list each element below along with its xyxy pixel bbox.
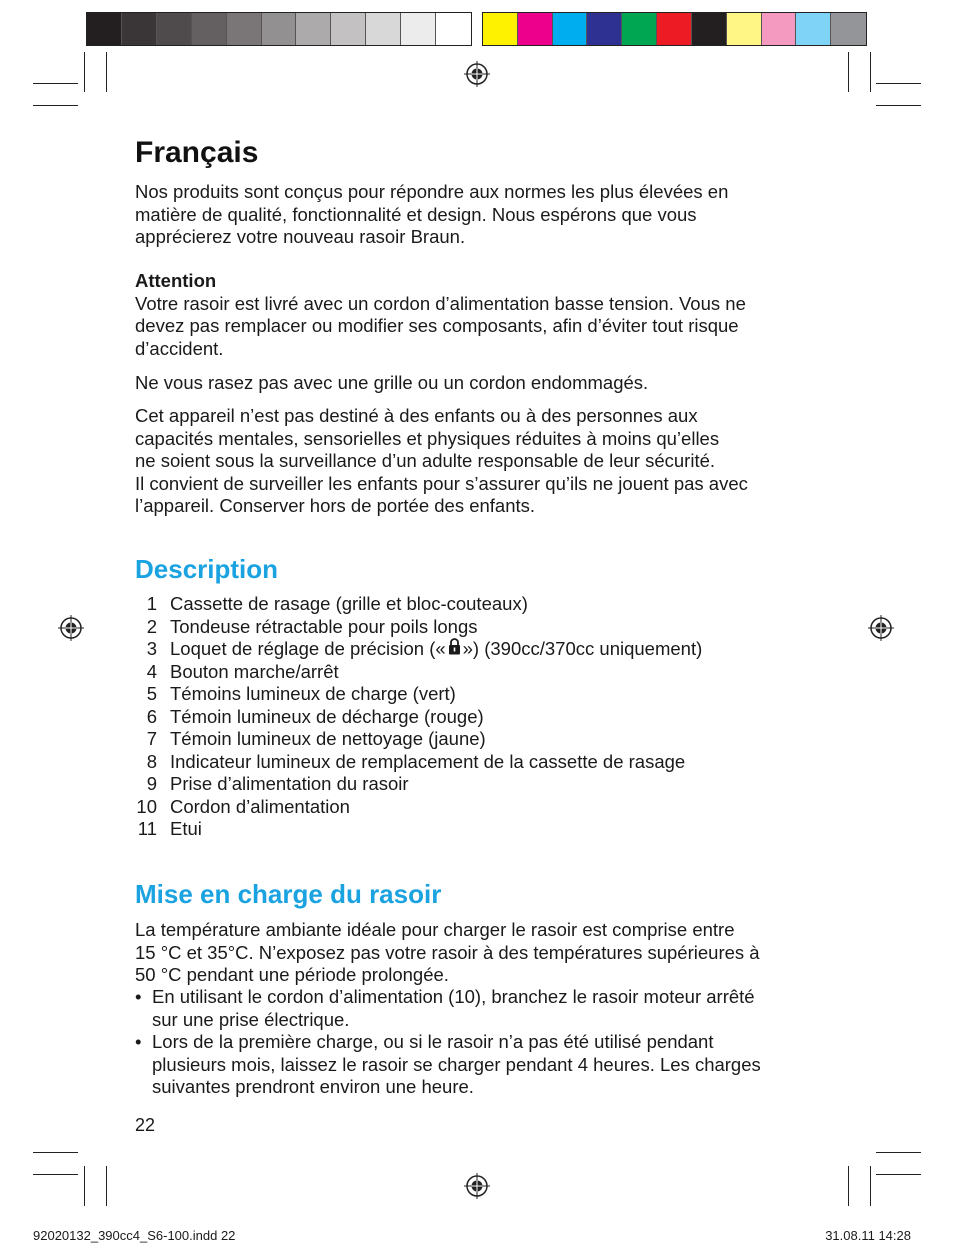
color-swatch	[192, 13, 227, 45]
item-text: Témoins lumineux de charge (vert)	[170, 683, 456, 704]
text-line: l’appareil. Conserver hors de portée des enfants.	[135, 495, 536, 516]
color-swatch	[727, 13, 762, 45]
crop-mark	[33, 83, 78, 84]
item-text: Cordon d’alimentation	[170, 795, 350, 817]
registration-mark-icon	[464, 1173, 490, 1199]
item-number: 7	[146, 728, 157, 749]
bullet-icon: •	[135, 986, 142, 1007]
charging-paragraph	[135, 919, 825, 987]
item-text: Cassette de rasage (grille et bloc-couteaux)	[170, 593, 528, 614]
list-item	[135, 773, 835, 796]
text-line: ne soient sous la surveillance d’un adulte responsable de leur sécurité.	[135, 450, 716, 471]
page-title: Français	[135, 136, 259, 169]
crop-mark	[848, 1166, 849, 1206]
text-line: sur une prise électrique.	[152, 1008, 350, 1030]
item-text: Tondeuse rétractable pour poils longs	[170, 615, 478, 637]
text-line: plusieurs mois, laissez le rasoir se charger pendant 4 heures. Les charges	[152, 1053, 761, 1075]
item-number: 5	[146, 683, 157, 704]
item-number: 10	[136, 795, 157, 817]
item-number: 2	[146, 615, 157, 637]
color-swatch	[157, 13, 192, 45]
charging-heading: Mise en charge du rasoir	[135, 879, 442, 909]
lock-icon	[448, 638, 461, 655]
item-number: 3	[146, 638, 157, 659]
registration-mark-icon	[868, 615, 894, 641]
crop-mark	[870, 1166, 871, 1206]
crop-mark	[848, 52, 849, 92]
color-swatch	[401, 13, 436, 45]
item-text: Etui	[170, 818, 202, 839]
attention-heading: Attention	[135, 270, 217, 291]
attention-paragraph-2	[135, 372, 825, 395]
item-number: 9	[146, 773, 157, 794]
intro-paragraph	[135, 181, 825, 249]
bullet-text	[152, 1031, 761, 1099]
text-line: devez pas remplacer ou modifier ses composants, afin d’éviter tout risque	[135, 315, 739, 336]
color-swatch	[796, 13, 831, 45]
list-item	[135, 796, 835, 819]
color-swatch	[366, 13, 401, 45]
bullet-icon: •	[135, 1031, 142, 1052]
color-swatch	[331, 13, 366, 45]
text-line: apprécierez votre nouveau rasoir Braun.	[135, 226, 466, 247]
item-text: Témoin lumineux de nettoyage (jaune)	[170, 728, 486, 749]
color-swatch	[553, 13, 588, 45]
process-color-bar	[482, 12, 867, 46]
text-line: Il convient de surveiller les enfants pour s’assurer qu’ils ne jouent pas avec	[135, 472, 748, 494]
list-item	[135, 706, 835, 729]
color-swatch	[587, 13, 622, 45]
item-number: 1	[146, 593, 157, 614]
item-text: Prise d’alimentation du rasoir	[170, 773, 409, 794]
item-text: Témoin lumineux de décharge (rouge)	[170, 705, 484, 727]
color-swatch	[227, 13, 262, 45]
color-swatch	[622, 13, 657, 45]
item-text: Indicateur lumineux de remplacement de la cassette de rasage	[170, 750, 686, 772]
attention-section	[135, 270, 825, 360]
text-line: suivantes prendront environ une heure.	[152, 1076, 474, 1097]
text-line: Ne vous rasez pas avec une grille ou un cordon endommagés.	[135, 372, 649, 393]
item-number: 8	[146, 750, 157, 772]
crop-mark	[33, 1152, 78, 1153]
color-swatch	[262, 13, 297, 45]
list-item	[135, 661, 835, 684]
text-line: Lors de la première charge, ou si le rasoir n’a pas été utilisé pendant	[152, 1031, 714, 1052]
text-line: 15 °C et 35°C. N’exposez pas votre rasoir à des températures supérieures à	[135, 941, 760, 963]
color-swatch	[518, 13, 553, 45]
list-item	[135, 728, 835, 751]
text-line: La température ambiante idéale pour charger le rasoir est comprise entre	[135, 919, 735, 940]
registration-mark-icon	[58, 615, 84, 641]
crop-mark	[84, 52, 85, 92]
list-item	[135, 593, 835, 616]
crop-mark	[870, 52, 871, 92]
list-item	[135, 751, 835, 774]
bullet-text	[152, 986, 755, 1031]
text-line: capacités mentales, sensorielles et physiques réduites à moins qu’elles	[135, 427, 720, 449]
color-swatch	[483, 13, 518, 45]
list-item	[135, 818, 835, 841]
text-line: matière de qualité, fonctionnalité et design. Nous espérons que vous	[135, 203, 697, 225]
color-swatch	[692, 13, 727, 45]
text-line: 50 °C pendant une période prolongée.	[135, 964, 449, 985]
text-line: Votre rasoir est livré avec un cordon d’alimentation basse tension. Vous ne	[135, 292, 746, 314]
text-line: d’accident.	[135, 337, 224, 359]
crop-mark	[84, 1166, 85, 1206]
text-line: Nos produits sont conçus pour répondre aux normes les plus élevées en	[135, 181, 729, 202]
crop-mark	[106, 52, 107, 92]
text-line: Cet appareil n’est pas destiné à des enfants ou à des personnes aux	[135, 405, 698, 426]
gray-color-bar	[86, 12, 472, 46]
footer-filename: 92020132_390cc4_S6-100.indd 22	[33, 1228, 236, 1243]
item-number: 6	[146, 705, 157, 727]
crop-mark	[876, 83, 921, 84]
color-swatch	[831, 13, 866, 45]
crop-mark	[876, 1174, 921, 1175]
item-text: Bouton marche/arrêt	[170, 660, 339, 682]
color-swatch	[122, 13, 157, 45]
registration-mark-icon	[464, 61, 490, 87]
description-heading: Description	[135, 554, 279, 584]
color-swatch	[87, 13, 122, 45]
item-text: Loquet de réglage de précision («	[170, 638, 446, 659]
list-item	[135, 638, 835, 661]
item-number: 4	[146, 660, 157, 682]
color-swatch	[762, 13, 797, 45]
color-swatch	[657, 13, 692, 45]
crop-mark	[33, 105, 78, 106]
crop-mark	[876, 105, 921, 106]
crop-mark	[33, 1174, 78, 1175]
color-swatch	[436, 13, 471, 45]
text-line: En utilisant le cordon d’alimentation (10), branchez le rasoir moteur arrêté	[152, 986, 755, 1007]
attention-paragraph-3	[135, 405, 825, 518]
list-item	[135, 616, 835, 639]
item-text-after: ») (390cc/370cc uniquement)	[462, 638, 703, 659]
item-number: 11	[137, 818, 157, 839]
page-number: 22	[135, 1115, 156, 1135]
crop-mark	[106, 1166, 107, 1206]
color-swatch	[296, 13, 331, 45]
footer-date: 31.08.11 14:28	[825, 1228, 911, 1243]
description-list	[135, 593, 835, 841]
crop-mark	[876, 1152, 921, 1153]
list-item	[135, 683, 835, 706]
